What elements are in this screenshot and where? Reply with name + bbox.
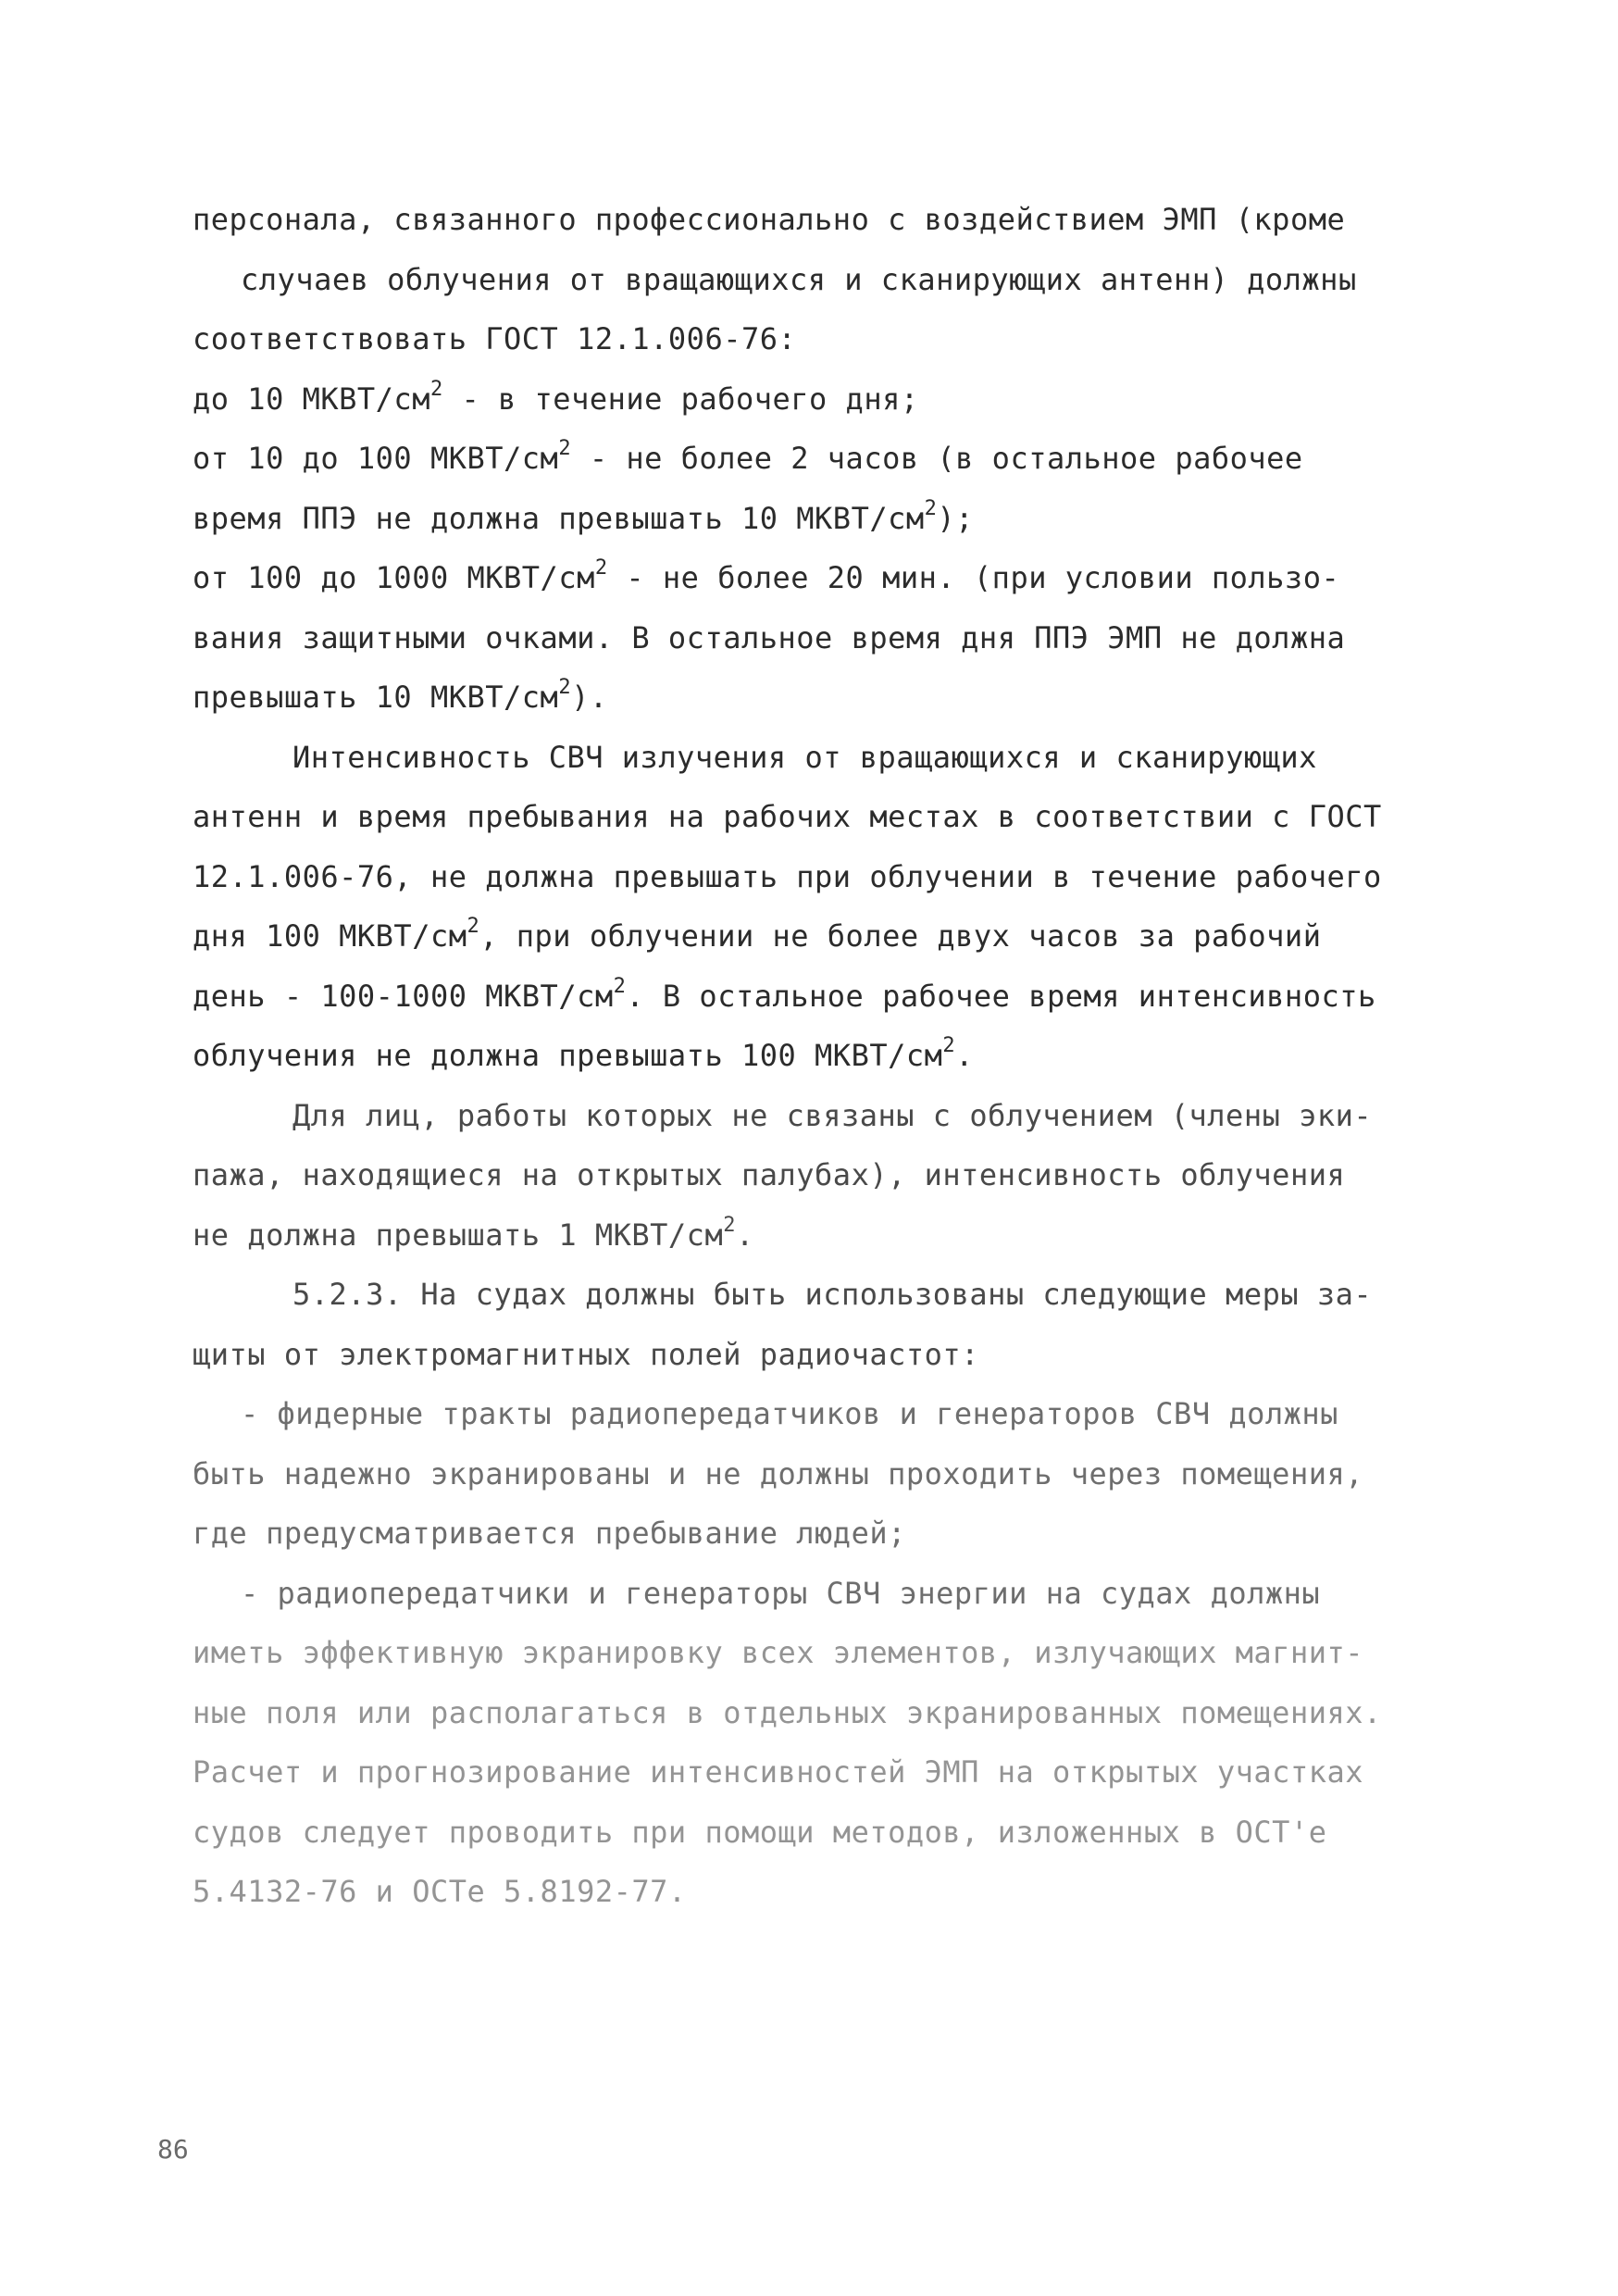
document-body (193, 190, 1470, 1922)
text-line: 5.4132-76 и ОСТе 5.8192-77. (193, 1874, 687, 1909)
text-line: где предусматривается пребывание людей; (193, 1516, 906, 1551)
section-heading-line: 5.2.3. На судах должны быть использованы следующие меры за- (292, 1277, 1373, 1312)
limit-line: от 100 до 1000 МКВТ/$см^2$ - не более 20 мин. (при условии пользо- (193, 556, 1340, 595)
text-line: персонала, связанного профессионально с воздействием ЭМП (кроме (193, 202, 1346, 237)
text-line: Для лиц, работы которых не связаны с облучением (члены эки- (292, 1097, 1373, 1133)
list-item-line: - фидерные тракты радиопередатчиков и генераторов СВЧ должны (241, 1396, 1338, 1431)
text-line: день - 100-1000 МКВТ/$см^2$. В остальное рабочее время интенсивность (193, 974, 1376, 1014)
limit-line: от 10 до 100 МКВТ/$см^2$ - не более 2 часов (в остальное рабочее (193, 437, 1303, 476)
limit-line: до 10 МКВТ/$см^2$ - в течение рабочего дня; (193, 377, 919, 417)
text-line: 12.1.006-76, не должна превышать при облучении в течение рабочего (193, 858, 1382, 894)
text-line: судов следует проводить при помощи методов, изложенных в ОСТ'е (193, 1814, 1327, 1850)
text-line: ные поля или располагаться в отдельных экранированных помещениях. (193, 1694, 1382, 1730)
limit-line: вания защитными очками. В остальное время дня ППЭ ЭМП не должна (193, 619, 1346, 655)
text-line: дня 100 МКВТ/$см^2$, при облучении не более двух часов за рабочий (193, 915, 1322, 954)
text-line: соответствовать ГОСТ 12.1.006-76: (193, 321, 797, 356)
limit-line: время ППЭ не должна превышать 10 МКВТ/$см^2$); (193, 496, 974, 536)
text-line: облучения не должна превышать 100 МКВТ/$см^2$. (193, 1034, 974, 1073)
page-number: 86 (157, 2134, 189, 2165)
text-line: щиты от электромагнитных полей радиочастот: (193, 1336, 979, 1372)
text-line: не должна превышать 1 МКВТ/$см^2$. (193, 1213, 754, 1253)
text-line: быть надежно экранированы и не должны проходить через помещения, (193, 1455, 1363, 1491)
limit-line: превышать 10 МКВТ/$см^2$). (193, 676, 608, 715)
text-line: пажа, находящиеся на открытых палубах), интенсивность облучения (193, 1157, 1346, 1192)
text-line: Интенсивность СВЧ излучения от вращающихся и сканирующих (292, 739, 1317, 775)
text-line: Расчет и прогнозирование интенсивностей ЭМП на открытых участках (193, 1754, 1363, 1790)
text-line: антенн и время пребывания на рабочих местах в соответствии с ГОСТ (193, 799, 1382, 834)
text-line: иметь эффективную экранировку всех элементов, излучающих магнит- (193, 1635, 1363, 1670)
text-line: случаев облучения от вращающихся и сканирующих антенн) должны (241, 261, 1357, 297)
list-item-line: - радиопередатчики и генераторы СВЧ энергии на судах должны (241, 1575, 1321, 1611)
